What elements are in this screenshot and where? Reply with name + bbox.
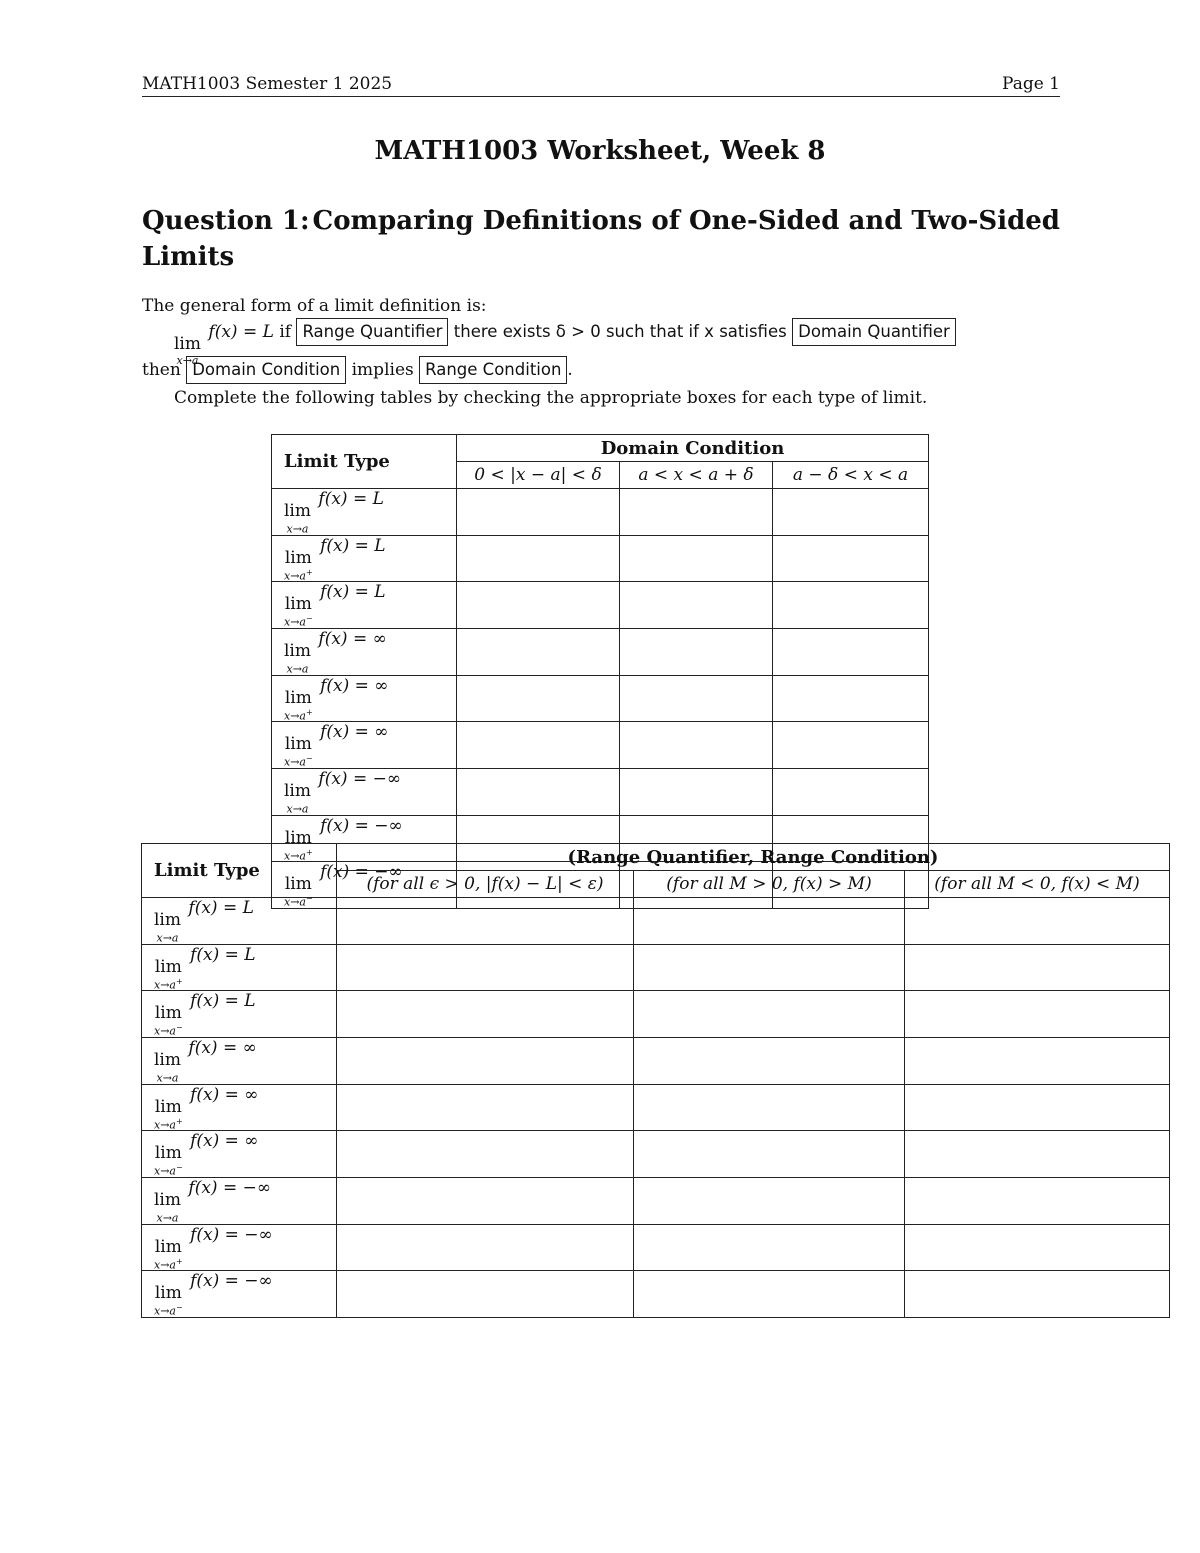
limit-expression: f(x) = ∞ <box>320 722 389 743</box>
check-cell[interactable] <box>337 1271 634 1318</box>
check-cell[interactable] <box>773 535 929 582</box>
limit-operator: lim x→a− <box>154 1003 183 1038</box>
worksheet-title: MATH1003 Worksheet, Week 8 <box>374 136 826 166</box>
check-cell[interactable] <box>620 628 773 675</box>
check-cell[interactable] <box>634 1037 905 1084</box>
limit-type-cell <box>142 1131 337 1178</box>
check-cell[interactable] <box>457 582 620 629</box>
check-cell[interactable] <box>337 1037 634 1084</box>
limit-type-cell <box>142 944 337 991</box>
check-cell[interactable] <box>337 1131 634 1178</box>
check-cell[interactable] <box>620 582 773 629</box>
check-cell[interactable] <box>457 768 620 815</box>
limit-expression: f(x) = −∞ <box>190 1271 273 1292</box>
check-cell[interactable] <box>337 1084 634 1131</box>
check-cell[interactable] <box>905 1177 1170 1224</box>
table-row <box>142 944 1170 991</box>
question-title <box>142 203 1060 275</box>
if-word: if <box>279 322 292 342</box>
definition-line-2 <box>142 356 1060 384</box>
table-row <box>142 1084 1170 1131</box>
limit-type-cell <box>272 582 457 629</box>
column-header: a < x < a + δ <box>620 462 773 489</box>
limit-operator: lim x→a+ <box>154 1096 183 1132</box>
column-header: (for all M > 0, f(x) > M) <box>634 871 905 898</box>
limit-operator: lim x→a− <box>154 1143 183 1178</box>
range-quantifier-box: Range Quantifier <box>296 318 448 346</box>
limit-expression: f(x) = L <box>188 898 254 918</box>
range-condition-box: Range Condition <box>419 356 567 384</box>
question-heading-line1: Comparing Definitions of One-Sided and Two-Sided <box>312 206 1060 236</box>
limit-type-cell <box>142 1084 337 1131</box>
check-cell[interactable] <box>620 535 773 582</box>
question-number: Question 1: <box>142 206 310 236</box>
domain-condition-box: Domain Condition <box>186 356 346 384</box>
period: . <box>567 360 573 380</box>
limit-type-cell <box>142 991 337 1038</box>
check-cell[interactable] <box>634 898 905 945</box>
limit-operator: lim x→a− <box>284 734 313 769</box>
limit-type-cell <box>142 1271 337 1318</box>
check-cell[interactable] <box>634 1224 905 1271</box>
limit-expression: f(x) = L <box>208 322 274 342</box>
check-cell[interactable] <box>634 1271 905 1318</box>
then-word: then <box>142 360 181 380</box>
limit-operator: lim x→a+ <box>284 827 313 863</box>
check-cell[interactable] <box>773 628 929 675</box>
limit-operator: lim x→a <box>154 1189 181 1225</box>
limit-type-cell <box>142 898 337 945</box>
limit-operator: lim x→a− <box>284 594 313 629</box>
check-cell[interactable] <box>773 489 929 536</box>
header-page-number: Page 1 <box>1002 74 1060 94</box>
check-cell[interactable] <box>634 1084 905 1131</box>
limit-operator: lim x→a+ <box>154 956 183 992</box>
limit-operator: lim x→a+ <box>154 1236 183 1272</box>
check-cell[interactable] <box>337 1224 634 1271</box>
check-cell[interactable] <box>905 1037 1170 1084</box>
limit-operator: lim x→a <box>174 334 201 367</box>
limit-expression: f(x) = −∞ <box>188 1177 272 1198</box>
domain-quantifier-box: Domain Quantifier <box>792 318 956 346</box>
implies-word: implies <box>351 360 414 380</box>
range-condition-table <box>141 843 1170 1318</box>
check-cell[interactable] <box>457 535 620 582</box>
limit-expression: f(x) = L <box>320 535 386 556</box>
check-cell[interactable] <box>773 768 929 815</box>
check-cell[interactable] <box>620 489 773 536</box>
check-cell[interactable] <box>337 991 634 1038</box>
limit-operator: lim x→a− <box>284 874 313 909</box>
limit-type-cell <box>272 489 457 536</box>
page-header <box>142 68 1060 97</box>
check-cell[interactable] <box>905 1271 1170 1318</box>
limit-type-cell <box>272 535 457 582</box>
domain-condition-header: Domain Condition <box>457 435 929 462</box>
limit-type-cell <box>272 722 457 769</box>
limit-operator: lim x→a+ <box>284 547 313 583</box>
limit-expression: f(x) = L <box>320 582 386 603</box>
limit-expression: f(x) = ∞ <box>190 1131 259 1152</box>
limit-type-cell <box>272 628 457 675</box>
column-header: 0 < |x − a| < δ <box>457 462 620 489</box>
limit-expression: f(x) = ∞ <box>318 628 387 649</box>
limit-expression: f(x) = ∞ <box>188 1037 257 1058</box>
check-cell[interactable] <box>634 1177 905 1224</box>
limit-expression: f(x) = L <box>318 489 384 509</box>
column-header: (for all M < 0, f(x) < M) <box>905 871 1170 898</box>
limit-type-header: Limit Type <box>272 435 457 489</box>
check-cell[interactable] <box>337 898 634 945</box>
check-cell[interactable] <box>634 944 905 991</box>
table-row <box>142 1177 1170 1224</box>
check-cell[interactable] <box>634 991 905 1038</box>
limit-operator: lim x→a <box>284 501 311 536</box>
check-cell[interactable] <box>457 675 620 722</box>
limit-expression: f(x) = L <box>190 991 256 1012</box>
limit-expression: f(x) = −∞ <box>190 1224 273 1245</box>
instructions: Complete the following tables by checking the appropriate boxes for each type of limit. <box>174 388 928 408</box>
table-row <box>142 1037 1170 1084</box>
limit-operator: lim x→a− <box>154 1283 183 1318</box>
check-cell[interactable] <box>905 1084 1170 1131</box>
table-row <box>272 675 929 722</box>
check-cell[interactable] <box>773 582 929 629</box>
check-cell[interactable] <box>905 944 1170 991</box>
column-header: a − δ < x < a <box>773 462 929 489</box>
check-cell[interactable] <box>905 1224 1170 1271</box>
table-row <box>272 628 929 675</box>
table-row <box>272 768 929 815</box>
table-row <box>272 489 929 536</box>
check-cell[interactable] <box>905 991 1170 1038</box>
table-row <box>142 1131 1170 1178</box>
check-cell[interactable] <box>773 722 929 769</box>
limit-expression: f(x) = ∞ <box>190 1084 259 1105</box>
question-heading-line2: Limits <box>142 242 235 272</box>
limit-expression: f(x) = L <box>190 944 256 965</box>
table-row <box>142 898 1170 945</box>
check-cell[interactable] <box>905 898 1170 945</box>
domain-condition-table <box>271 434 929 909</box>
limit-operator: lim x→a <box>154 1049 181 1085</box>
table-row <box>142 991 1170 1038</box>
limit-type-cell <box>142 1177 337 1224</box>
header-course: MATH1003 Semester 1 2025 <box>142 74 393 94</box>
check-cell[interactable] <box>905 1131 1170 1178</box>
check-cell[interactable] <box>634 1131 905 1178</box>
check-cell[interactable] <box>457 628 620 675</box>
table-row <box>272 582 929 629</box>
table-row <box>272 722 929 769</box>
limit-operator: lim x→a <box>284 640 311 676</box>
check-cell[interactable] <box>457 722 620 769</box>
check-cell[interactable] <box>773 675 929 722</box>
check-cell[interactable] <box>620 722 773 769</box>
limit-type-cell <box>272 675 457 722</box>
intro-line-1: The general form of a limit definition is: <box>142 296 487 316</box>
column-header: (for all ϵ > 0, |f(x) − L| < ε) <box>337 871 634 898</box>
limit-operator: lim x→a+ <box>284 687 313 723</box>
check-cell[interactable] <box>337 944 634 991</box>
limit-expression: f(x) = ∞ <box>320 675 389 696</box>
limit-type-cell <box>272 768 457 815</box>
limit-expression: f(x) = −∞ <box>318 768 402 789</box>
check-cell[interactable] <box>620 675 773 722</box>
check-cell[interactable] <box>620 768 773 815</box>
limit-expression: f(x) = −∞ <box>320 815 403 836</box>
check-cell[interactable] <box>337 1177 634 1224</box>
limit-operator: lim x→a <box>284 780 311 816</box>
limit-type-header: Limit Type <box>142 844 337 898</box>
limit-expression: f(x) = −∞ <box>320 862 403 883</box>
check-cell[interactable] <box>457 489 620 536</box>
table-row <box>142 1271 1170 1318</box>
limit-type-cell <box>142 1037 337 1084</box>
definition-middle-text: there exists δ > 0 such that if x satisfies <box>453 322 787 341</box>
range-condition-header: (Range Quantifier, Range Condition) <box>337 844 1170 871</box>
limit-operator: lim x→a <box>154 910 181 945</box>
limit-type-cell <box>142 1224 337 1271</box>
table-row <box>272 535 929 582</box>
table-row <box>142 1224 1170 1271</box>
